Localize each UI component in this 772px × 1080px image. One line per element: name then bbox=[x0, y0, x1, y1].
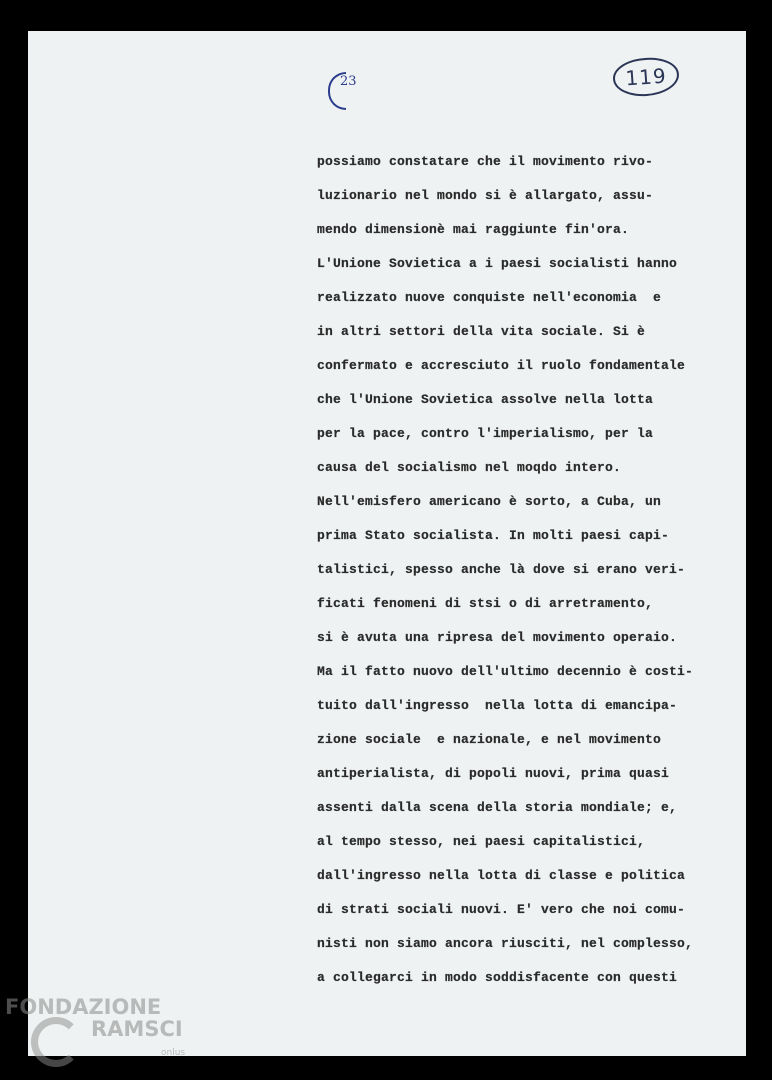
text-line: nisti non siamo ancora riusciti, nel complesso, bbox=[317, 936, 694, 951]
document-page bbox=[28, 31, 746, 1056]
typewritten-text bbox=[317, 145, 737, 995]
text-line: confermato e accresciuto il ruolo fondamentale bbox=[317, 358, 686, 373]
text-line: possiamo constatare che il movimento rivo- bbox=[317, 154, 654, 169]
text-line: L'Unione Sovietica a i paesi socialisti hanno bbox=[317, 256, 678, 271]
text-line: ficati fenomeni di stsi o di arretramento, bbox=[317, 596, 654, 611]
text-line: luzionario nel mondo si è allargato, assu- bbox=[317, 188, 654, 203]
text-line: di strati sociali nuovi. E' vero che noi comu- bbox=[317, 902, 686, 917]
text-line: che l'Unione Sovietica assolve nella lotta bbox=[317, 392, 654, 407]
text-line: Nell'emisfero americano è sorto, a Cuba, un bbox=[317, 494, 662, 509]
text-line: antiperialista, di popoli nuovi, prima quasi bbox=[317, 766, 670, 781]
text-line: al tempo stesso, nei paesi capitalistici, bbox=[317, 834, 646, 849]
text-line: realizzato nuove conquiste nell'economia e bbox=[317, 290, 662, 305]
text-line: assenti dalla scena della storia mondiale; e, bbox=[317, 800, 678, 815]
text-line: causa del socialismo nel moqdo intero. bbox=[317, 460, 622, 475]
text-line: mendo dimensionè mai raggiunte fin'ora. bbox=[317, 222, 630, 237]
text-line: in altri settori della vita sociale. Si è bbox=[317, 324, 646, 339]
text-line: a collegarci in modo soddisfacente con questi bbox=[317, 970, 678, 985]
watermark-line2: RAMSCI bbox=[91, 1017, 183, 1041]
text-line: si è avuta una ripresa del movimento operaio. bbox=[317, 630, 678, 645]
fondazione-gramsci-watermark bbox=[5, 995, 205, 1075]
text-line: prima Stato socialista. In molti paesi capi- bbox=[317, 528, 670, 543]
watermark-g-logo-icon bbox=[31, 1017, 81, 1067]
text-line: zione sociale e nazionale, e nel movimento bbox=[317, 732, 662, 747]
text-line: Ma il fatto nuovo dell'ultimo decennio è costi- bbox=[317, 664, 694, 679]
text-line: dall'ingresso nella lotta di classe e politica bbox=[317, 868, 686, 883]
watermark-line1: FONDAZIONE bbox=[5, 995, 162, 1019]
folio-number: 23 bbox=[340, 74, 357, 89]
text-line: talistici, spesso anche là dove si erano veri- bbox=[317, 562, 686, 577]
watermark-suffix: onlus bbox=[161, 1048, 186, 1058]
text-line: tuito dall'ingresso nella lotta di emancipa- bbox=[317, 698, 678, 713]
page-number-stamp: 119 bbox=[612, 56, 680, 99]
folio-annotation bbox=[328, 72, 372, 112]
text-line: per la pace, contro l'imperialismo, per la bbox=[317, 426, 654, 441]
